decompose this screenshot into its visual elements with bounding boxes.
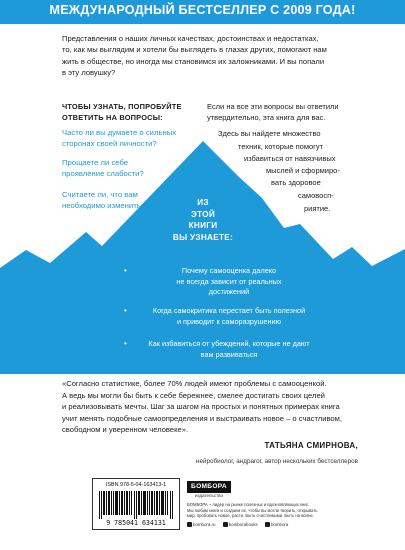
intro-line: то, как мы выглядим и хотели бы выглядеть в глазах других, помогают нам <box>62 45 327 55</box>
answer-line: самовосп- <box>298 191 334 200</box>
quote-author: ТАТЬЯНА СМИРНОВА, <box>264 441 358 450</box>
questions-title: ЧТОБЫ УЗНАТЬ, ПОПРОБУЙТЕ ОТВЕТИТЬ НА ВОПРОСЫ: <box>62 102 182 122</box>
social-network-icon <box>265 522 270 527</box>
answer-line: вать здоровое <box>271 178 321 187</box>
quote-paragraph: «Согласно статистике, более 70% людей имеют проблемы с самооценкой. А ведь мы могли бы быть к себе бережнее, смелее достигать своих целей и реализовывать мечты. Шаг за шагом на простых и понятных примерах книга учит менять подобные самоопределения и выстраивать новое – о счастливом, свободном и уверенном человеке». <box>62 379 342 434</box>
publisher-logo-sub: издательство <box>195 493 223 498</box>
question-1: Часто ли вы думаете о сильных сторонах своей личности? <box>62 128 177 148</box>
answer-line: мыслей и сформиро- <box>266 166 340 175</box>
social-item[interactable]: bombora.ru <box>187 522 215 527</box>
bullet-dot-icon: • <box>124 266 127 275</box>
barcode-digits: 9 785041 634131 <box>106 519 166 527</box>
quote-author-role: нейробиолог, андрагог, автор нескольких бестселлеров <box>196 458 358 465</box>
answer-line: техник, которые помогут <box>238 142 324 151</box>
question-2: Прощаете ли себе проявление слабости? <box>62 158 144 178</box>
social-network-icon <box>223 522 228 527</box>
intro-line: жить в обществе, но иногда мы становимся их заложниками. И вы попали <box>62 56 325 66</box>
publisher-description: БОМБОРА – лидер на рынке полезных и вдохновляющих книг. Мы любим книги и создаем их, чтобы вы могли творить, открывать мир, пробовать новое, расти. Быть счастливыми. Быть на волне. <box>187 502 318 519</box>
learn-bullet-3: • Как избавиться от убеждений, которые не дают вам развиваться <box>124 339 310 359</box>
barcode-icon <box>99 491 173 519</box>
publisher-logo: БОМБОРА <box>187 481 231 493</box>
answer-line: Здесь вы найдете множество <box>218 129 321 138</box>
isbn-text: ISBN 978-5-04-163413-1 <box>105 482 167 488</box>
intro-line: Представления о наших личных качествах, достоинствах и недостатках, <box>62 34 319 43</box>
social-item[interactable]: bomborabooks <box>223 522 258 527</box>
barcode-box <box>92 478 180 530</box>
answer-line: риятие. <box>304 204 331 213</box>
question-3: Считаете ли, что вам необходимо измениться? <box>62 190 154 210</box>
learn-bullet-1: • Почему самооценка далеко не всегда зависит от реальных достижений <box>124 266 282 297</box>
learn-title: ИЗ ЭТОЙ КНИГИ ВЫ УЗНАЕТЕ: <box>172 198 234 242</box>
intro-line: в эту ловушку? <box>62 68 116 78</box>
bullet-dot-icon: • <box>124 306 127 315</box>
bullet-dot-icon: • <box>124 339 127 348</box>
header-title: МЕЖДУНАРОДНЫЙ БЕСТСЕЛЛЕР С 2009 ГОДА! <box>49 3 356 17</box>
social-item[interactable]: bombora <box>265 522 288 527</box>
globe-icon <box>187 522 192 527</box>
answer-line: утвердительно, эта книга для вас. <box>207 113 326 122</box>
publisher-socials <box>187 522 327 527</box>
answer-line: избавиться от навязчивых <box>244 154 336 163</box>
learn-bullet-2: • Когда самокритика перестает быть полезной и приводит к саморазрушению <box>124 306 306 326</box>
answer-line: Если на все эти вопросы вы ответили <box>207 102 339 111</box>
